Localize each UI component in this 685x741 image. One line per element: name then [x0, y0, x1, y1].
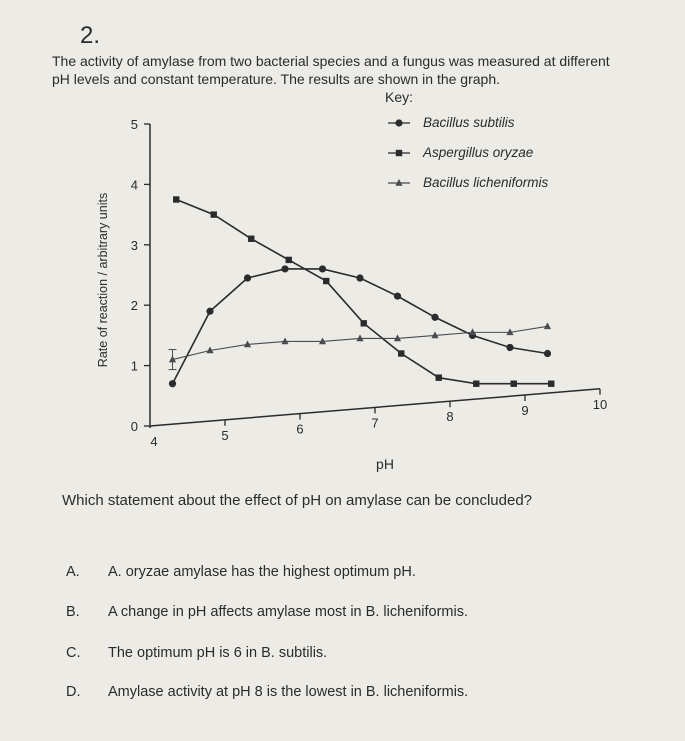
legend-entry: Bacillus licheniformis — [423, 175, 549, 190]
data-point — [173, 196, 179, 202]
data-point — [286, 257, 292, 263]
option-d[interactable] — [66, 684, 468, 700]
data-point — [506, 344, 513, 351]
y-tick-label: 2 — [130, 298, 138, 314]
option-text: The optimum pH is 6 in B. subtilis. — [108, 645, 328, 661]
x-tick-label: 9 — [521, 403, 529, 418]
data-point — [323, 278, 329, 284]
x-tick-label: 10 — [592, 396, 608, 412]
data-point — [395, 179, 402, 186]
data-point — [356, 334, 363, 341]
x-tick-label: 6 — [296, 421, 304, 437]
data-point — [396, 150, 402, 156]
data-point — [281, 265, 288, 272]
data-point — [394, 293, 401, 300]
ph-activity-chart — [0, 80, 685, 480]
y-tick-label: 0 — [130, 419, 138, 434]
data-point — [431, 314, 438, 321]
series-line — [173, 269, 548, 384]
x-tick-label: 5 — [221, 427, 229, 443]
option-text: Amylase activity at pH 8 is the lowest in B. licheniformis. — [108, 684, 469, 700]
data-point — [395, 119, 402, 126]
data-point — [511, 381, 517, 387]
legend-title: Key: — [385, 89, 414, 105]
x-tick-label: 8 — [446, 409, 454, 425]
data-point — [319, 265, 326, 272]
x-tick-label: 7 — [371, 415, 379, 431]
question-number: 2. — [80, 22, 101, 49]
legend-entry: Aspergillus oryzae — [423, 145, 534, 160]
option-c[interactable] — [66, 645, 327, 661]
option-letter: C. — [66, 645, 81, 661]
data-point — [544, 350, 551, 357]
data-point — [281, 337, 288, 344]
y-tick-label: 1 — [130, 358, 138, 374]
x-tick-label: 4 — [150, 434, 158, 449]
data-point — [206, 308, 213, 315]
option-a[interactable] — [66, 564, 416, 580]
x-axis-label: pH — [376, 456, 394, 472]
data-point — [436, 374, 442, 380]
option-letter: A. — [66, 564, 80, 580]
data-point — [211, 211, 217, 217]
y-axis-label: Rate of reaction / arbitrary units — [96, 192, 110, 368]
data-point — [356, 274, 363, 281]
data-point — [248, 236, 254, 242]
data-point — [398, 350, 404, 356]
y-tick-label: 5 — [130, 117, 138, 132]
option-b[interactable] — [66, 604, 468, 620]
data-point — [169, 380, 176, 387]
legend-entry: Bacillus subtilis — [423, 115, 515, 130]
data-point — [544, 322, 551, 329]
question-stem: Which statement about the effect of pH on amylase can be concluded? — [62, 492, 533, 509]
intro-line: The activity of amylase from two bacterial species and a fungus was measured at different — [52, 53, 610, 69]
option-letter: D. — [66, 684, 81, 700]
option-letter: B. — [66, 604, 80, 620]
data-point — [469, 328, 476, 335]
series-line — [173, 326, 548, 359]
data-point — [473, 381, 479, 387]
data-point — [361, 320, 367, 326]
y-tick-label: 3 — [130, 237, 138, 253]
option-text: A. oryzae amylase has the highest optimum pH. — [108, 564, 416, 580]
option-text: A change in pH affects amylase most in B. licheniformis. — [108, 604, 468, 620]
intro-line: pH levels and constant temperature. The results are shown in the graph. — [52, 71, 500, 87]
data-point — [548, 381, 554, 387]
data-point — [244, 274, 251, 281]
y-tick-label: 4 — [130, 177, 138, 193]
